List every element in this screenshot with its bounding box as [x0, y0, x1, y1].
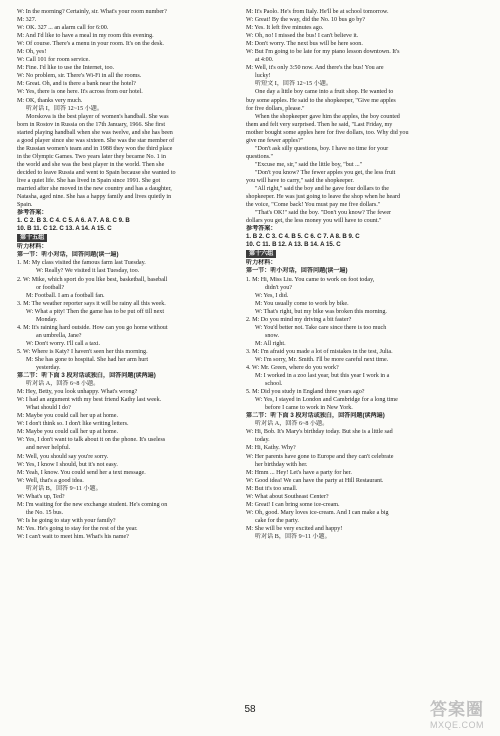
text-line: cake for the party.	[255, 517, 299, 524]
text-line: W: Her parents have gone to Europe and they can't celebrate	[246, 453, 394, 460]
text-line: W: But I'm going to be late for my piano lesson downtown. It's	[246, 49, 400, 56]
text-line: 第二节：听下面 3 段对话或独白，回答问题(读两遍)	[17, 372, 156, 380]
text-line: 第二节：听下面 3 段对话或独白，回答问题(读两遍)	[246, 412, 385, 420]
text-line: W: Well, that's a good idea.	[17, 477, 84, 484]
text-line: M: Great. Oh, and is there a bank near the hotel?	[17, 81, 136, 88]
text-line: M: Great! I can bring some ice-cream.	[246, 501, 340, 508]
text-line: M: Oh, yes!	[17, 49, 47, 56]
text-line: decided to leave Russia and went to Spain because she wanted to	[17, 169, 176, 176]
text-line: M: Fine. I'd like to use the Internet, too.	[17, 65, 115, 72]
text-line: lucky!	[255, 73, 271, 80]
text-line: didn't you?	[265, 284, 292, 291]
text-line: 10. B 11. C 12. C 13. A 14. A 15. C	[17, 225, 112, 233]
text-line: M: Maybe you could call her up at home.	[17, 413, 119, 420]
text-line: M: OK, thanks very much.	[17, 97, 83, 104]
text-line: 听力材料：	[17, 243, 48, 251]
text-line: W: Call 101 for room service.	[17, 57, 90, 64]
text-line: What should I do?	[26, 405, 71, 412]
text-line: 2. W: Mike, which sport do you like best, basketball, baseball	[17, 276, 168, 283]
text-line: Monday.	[36, 316, 58, 323]
text-line: 听对话 I，回答 12~15 小题。	[26, 105, 103, 112]
text-line: M: She will be very excited and happy!	[246, 525, 343, 532]
text-line: W: Hi, Bob. It's Mary's birthday today. But she is a little sad	[246, 429, 393, 436]
text-line: W: I can't wait to meet him. What's his name?	[17, 534, 129, 540]
text-line: 3. M: The weather reporter says it will be rainy all this week.	[17, 300, 166, 307]
text-line: her birthday with her.	[255, 461, 308, 468]
section-heading: 第十六组	[246, 250, 276, 258]
text-line: you will have to carry," said the shopkeeper.	[246, 177, 354, 184]
text-line: One day a little boy came into a fruit shop. He wanted to	[255, 89, 394, 96]
text-line: W: Yes, I did.	[255, 292, 289, 299]
text-line: school.	[265, 381, 283, 388]
text-line: W: Of course. There's a menu in your room. It's on the desk.	[17, 41, 164, 48]
text-line: M: Yeah, I know. You could send her a text message.	[17, 469, 146, 476]
text-line: 4. M: It's raining hard outside. How can you go home without	[17, 324, 168, 331]
watermark-bottom: MXQE.COM	[429, 720, 484, 730]
text-line: "Don't you know? The fewer apples you get, the less fruit	[255, 169, 396, 176]
text-line: "Excuse me, sir," said the little boy, "but ..."	[255, 161, 363, 168]
text-line: W: In the morning? Certainly, sir. What's your room number?	[17, 9, 167, 15]
text-line: today.	[255, 437, 270, 444]
text-line: before I came to work in New York.	[265, 405, 353, 412]
text-line: W: Yes, I don't want to talk about it on the phone. It's useless	[17, 437, 166, 444]
text-line: 4. W: Mr. Green, where do you work?	[246, 365, 339, 372]
text-line: W: Is he going to stay with your family?	[17, 517, 116, 524]
watermark-logo	[422, 695, 492, 730]
text-line: 1. M: Hi, Miss Liu. You came to work on foot today,	[246, 276, 375, 283]
text-line: 听对话 A，回答 6~8 小题。	[26, 381, 100, 388]
text-line: 3. M: I'm afraid you made a lot of mistakes in the test, Julia.	[246, 348, 393, 355]
text-line: or football?	[36, 284, 65, 291]
text-line: 1. M: My class visited the famous farm last Tuesday.	[17, 260, 146, 267]
text-line: questions."	[246, 153, 274, 160]
text-line: M: Well, you should say you're sorry.	[17, 453, 109, 460]
text-line: at 4:00.	[255, 57, 274, 64]
text-line: 听对话 B，回答 9~11 小题。	[255, 534, 331, 540]
text-line: 听力材料：	[246, 259, 277, 267]
section-heading: 第十五组	[17, 234, 47, 242]
text-line: M: 327.	[17, 17, 37, 24]
text-line: mother bought some apples here for five dollars, too. Why did you	[246, 129, 409, 136]
text-line: 1. C 2. B 3. C 4. C 5. A 6. A 7. A 8. C 9. B	[17, 217, 130, 225]
text-line: W: Don't worry. I'll call a taxi.	[26, 340, 100, 347]
text-line: give me fewer apples?"	[246, 137, 304, 144]
text-line: M: I'm waiting for the new exchange student. He's coming on	[17, 501, 168, 508]
text-line: W: That's right, but my bike was broken this morning.	[255, 308, 387, 315]
text-line: 参考答案：	[17, 209, 48, 217]
text-line: in the Olympic Games. Two years later they became No. 1 in	[17, 153, 166, 160]
text-line: them and felt very surprised. Then he said, "Last Friday, my	[246, 121, 393, 128]
text-line: live a quiet life. She has lived in Spain since 1991. She got	[17, 177, 161, 184]
text-line: 参考答案：	[246, 225, 277, 233]
text-line: 1. B 2. C 3. C 4. B 5. C 6. C 7. A 8. B 9. C	[246, 233, 360, 241]
text-line: W: I had an argument with my best friend Kathy last week.	[17, 397, 162, 404]
text-line: W: No problem, sir. There's Wi-Fi in all the rooms.	[17, 73, 142, 80]
text-line: M: It's Paolo. He's from Italy. He'll be at school tomorrow.	[246, 9, 389, 15]
text-line: the voice, "Come back! You must pay me five dollars."	[246, 202, 381, 209]
text-line: for five dollars, please."	[246, 105, 305, 112]
text-line: W: You'd better not. Take care since there is too much	[255, 324, 387, 331]
text-line: dollars you get, the less money you will have to count."	[246, 218, 382, 225]
text-line: M: And I'd like to have a meal in my room this evening.	[17, 33, 154, 40]
text-line: 5. W: Where is Katy? I haven't seen her this morning.	[17, 348, 148, 355]
left-column	[17, 8, 240, 541]
right-column	[246, 8, 482, 541]
text-line: W: Oh, good. Mary loves ice-cream. And I can make a big	[246, 509, 389, 516]
text-line: When the shopkeeper gave him the apples, the boy counted	[255, 113, 400, 120]
text-line: W: Oh, no! I missed the bus! I can't believe it.	[246, 33, 359, 40]
text-line: W: Great! By the way, did the No. 10 bus go by?	[246, 17, 366, 24]
text-line: M: She has gone to hospital. She had her arm hurt	[26, 356, 149, 363]
text-line: M: Hey, Betty, you look unhappy. What's wrong?	[17, 389, 138, 396]
text-line: M: All right.	[255, 340, 286, 347]
text-line: M: But it's too small.	[246, 485, 298, 492]
text-line: W: Really? We visited it last Tuesday, too.	[36, 268, 140, 275]
text-line: Morskova is the best player of women's handball. She was	[26, 113, 169, 120]
text-line: M: You usually come to work by bike.	[255, 300, 349, 307]
text-line: yesterday.	[36, 365, 61, 372]
text-line: 5. M: Did you study in England three years ago?	[246, 389, 365, 396]
text-line: M: I worked in a zoo last year, but this year I work in a	[255, 373, 390, 380]
text-line: M: Football. I am a football fan.	[26, 292, 105, 299]
text-line: M: Hi, Kathy. Why?	[246, 445, 296, 452]
page-number: 58	[244, 704, 256, 715]
text-line: W: Yes, there is one here. It's across from our hotel.	[17, 89, 143, 96]
text-line: W: What's up, Ted?	[17, 493, 65, 500]
text-line: W: I'm sorry, Mr. Smith. I'll be more careful next time.	[255, 356, 389, 363]
text-line: "That's OK!" said the boy. "Don't you know? The fewer	[255, 210, 392, 217]
text-line: W: Good idea! We can have the party at Hill Restaurant.	[246, 477, 384, 484]
text-line: 第一节：听小对话，回答问题(读一遍)	[246, 267, 348, 275]
text-line: W: I don't think so. I don't like writing letters.	[17, 421, 129, 428]
watermark-top: 答案圈	[430, 700, 484, 719]
text-line: 听短文 I，回答 12~15 小题。	[255, 81, 332, 88]
text-line: snow.	[265, 332, 279, 339]
text-line: started playing handball when she was twelve, and she has been	[17, 129, 173, 136]
text-line: W: Yes, I know I should, but it's not easy.	[17, 461, 118, 468]
text-line: 第一节：听小对话，回答问题(读一遍)	[17, 251, 119, 259]
text-line: M: Yes. He's going to stay for the rest of the year.	[17, 525, 138, 532]
text-line: shopkeeper. He was just going to leave the shop when he heard	[246, 194, 400, 201]
text-line: Natasha, aged nine. She has a happy family and lives quietly in	[17, 194, 172, 201]
text-line: M: Don't worry. The next bus will be here soon.	[246, 41, 363, 48]
text-line: W: What about Southeast Center?	[246, 493, 329, 500]
text-line: M: Hmm ... Hey! Let's have a party for her.	[246, 469, 352, 476]
text-line: 10. C 11. B 12. A 13. B 14. A 15. C	[246, 241, 341, 249]
text-line: buy some apples. He said to the shopkeeper, "Give me apples	[246, 97, 396, 104]
text-line: the No. 15 bus.	[26, 509, 64, 516]
text-line: the world and she was the best player in the world. Then she	[17, 161, 165, 168]
text-line: "All right," said the boy and he gave four dollars to the	[255, 186, 389, 193]
text-line: M: Maybe you could call her up at home.	[17, 429, 119, 436]
text-line: M: Yes. It left five minutes ago.	[246, 25, 324, 32]
text-line: W: OK. 327 ... an alarm call for 6:00.	[17, 25, 109, 32]
text-line: 听对话 B，回答 9~11 小题。	[26, 485, 102, 492]
text-line: Spain.	[17, 202, 33, 209]
text-line: and never helpful.	[26, 445, 71, 452]
text-line: a good player since she was sixteen. She was the star member of	[17, 137, 175, 144]
text-line: married after she moved in the new country and has a daughter,	[17, 186, 172, 193]
text-line: the Russian women's team and in 1988 they won the third place	[17, 145, 173, 152]
text-line: 2. M: Do you mind my driving a bit faster?	[246, 316, 352, 323]
text-line: an umbrella, Jane?	[36, 332, 82, 339]
text-line: born in Rostov in Russia on the 17th January, 1966. She first	[17, 121, 166, 128]
text-line: 听对话 A，回答 6~8 小题。	[255, 421, 329, 428]
text-line: W: What a pity! Then the game has to be put off till next	[26, 308, 165, 315]
text-line: W: Yes, I stayed in London and Cambridge for a long time	[255, 397, 398, 404]
text-line: "Don't ask silly questions, boy. I have no time for your	[255, 145, 389, 152]
text-line: M: Well, it's only 3:50 now. And there's the bus! You are	[246, 65, 384, 72]
